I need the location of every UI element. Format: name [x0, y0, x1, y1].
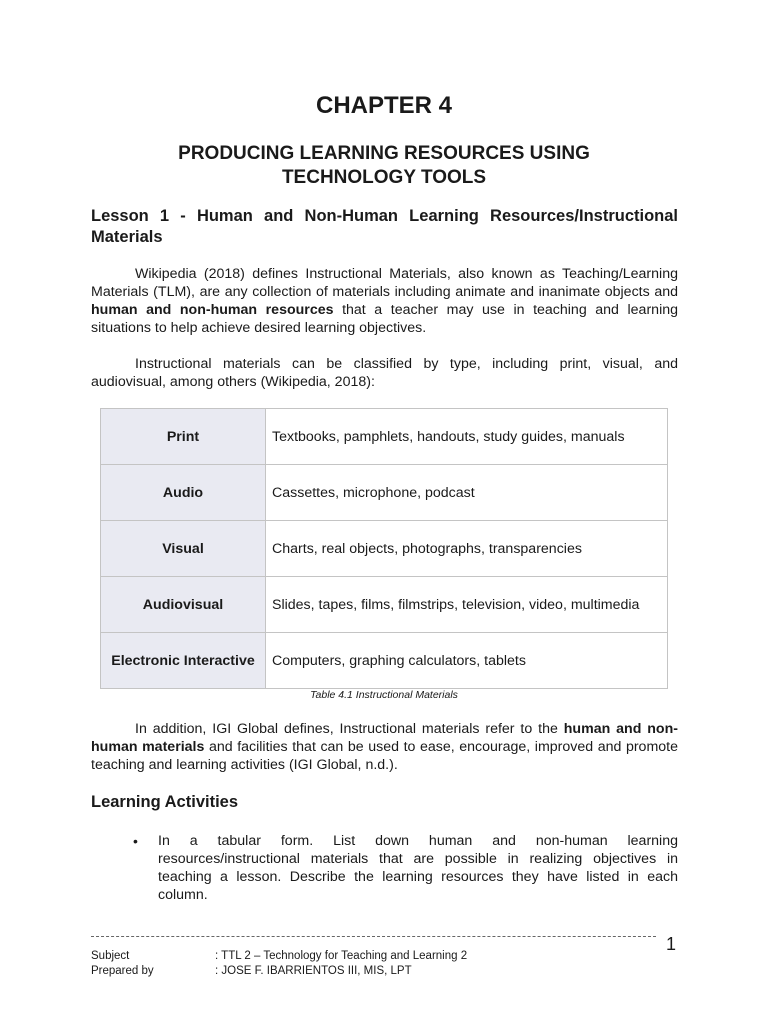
footer-divider [91, 936, 656, 937]
paragraph-definition-text-1: Wikipedia (2018) defines Instructional Materials, also known as Teaching/Learning Materials (TLM), are any collection of materials including animate and inanimate objects and [91, 266, 678, 300]
table-cell-type: Electronic Interactive [101, 633, 266, 689]
footer-prepared-label: Prepared by [91, 965, 154, 977]
paragraph-igi-bold: human and non-human materials [91, 721, 678, 755]
lesson-heading: Lesson 1 - Human and Non-Human Learning Resources/Instructional Materials [91, 207, 678, 246]
table-row [101, 521, 668, 577]
paragraph-igi-text-1: In addition, IGI Global defines, Instructional materials refer to the [135, 721, 564, 737]
instructional-materials-table [100, 408, 668, 689]
list-item [91, 832, 678, 904]
learning-activities-list [91, 832, 678, 904]
table-cell-type: Visual [101, 521, 266, 577]
paragraph-igi-text-2: and facilities that can be used to ease, encourage, improved and promote teaching and learning activities (IGI Global, n.d.). [91, 739, 678, 773]
paragraph-definition-text-2: that a teacher may use in teaching and learning situations to help achieve desired learning objectives. [91, 302, 678, 336]
paragraph-classification-text: Instructional materials can be classified by type, including print, visual, and audiovisual, among others (Wikipedia, 2018): [91, 356, 678, 390]
footer-subject-value: : TTL 2 – Technology for Teaching and Learning 2 [215, 950, 468, 962]
table-cell-examples: Slides, tapes, films, filmstrips, television, video, multimedia [266, 577, 668, 633]
table-cell-examples: Computers, graphing calculators, tablets [266, 633, 668, 689]
chapter-title-line-1: PRODUCING LEARNING RESOURCES USING [178, 143, 590, 164]
bullet-icon: • [133, 833, 138, 849]
table-cell-type: Audiovisual [101, 577, 266, 633]
table-caption: Table 4.1 Instructional Materials [310, 689, 458, 701]
chapter-heading: CHAPTER 4 [315, 92, 453, 119]
table-row [101, 577, 668, 633]
table-cell-examples: Charts, real objects, photographs, transparencies [266, 521, 668, 577]
chapter-title [90, 142, 678, 190]
paragraph-igi-global [91, 720, 678, 774]
footer-prepared-by [91, 964, 412, 978]
footer-prepared-value: : JOSE F. IBARRIENTOS III, MIS, LPT [215, 965, 412, 977]
table-cell-type: Audio [101, 465, 266, 521]
chapter-title-line-2: TECHNOLOGY TOOLS [281, 167, 487, 188]
learning-activities-heading: Learning Activities [91, 793, 239, 811]
footer-subject-label: Subject [91, 950, 130, 962]
table-row [101, 465, 668, 521]
page-number: 1 [666, 934, 677, 954]
table-cell-examples: Textbooks, pamphlets, handouts, study guides, manuals [266, 409, 668, 465]
list-item-text: In a tabular form. List down human and non-human learning resources/instructional materials that are possible in realizing objectives in teaching a lesson. Describe the learning resources they have listed in each column. [158, 833, 678, 903]
table-row [101, 633, 668, 689]
footer-subject [91, 949, 467, 963]
paragraph-definition [91, 265, 678, 337]
table-cell-type: Print [101, 409, 266, 465]
paragraph-definition-bold: human and non-human resources [91, 302, 334, 318]
paragraph-classification [91, 355, 678, 391]
table-cell-examples: Cassettes, microphone, podcast [266, 465, 668, 521]
table-row [101, 409, 668, 465]
